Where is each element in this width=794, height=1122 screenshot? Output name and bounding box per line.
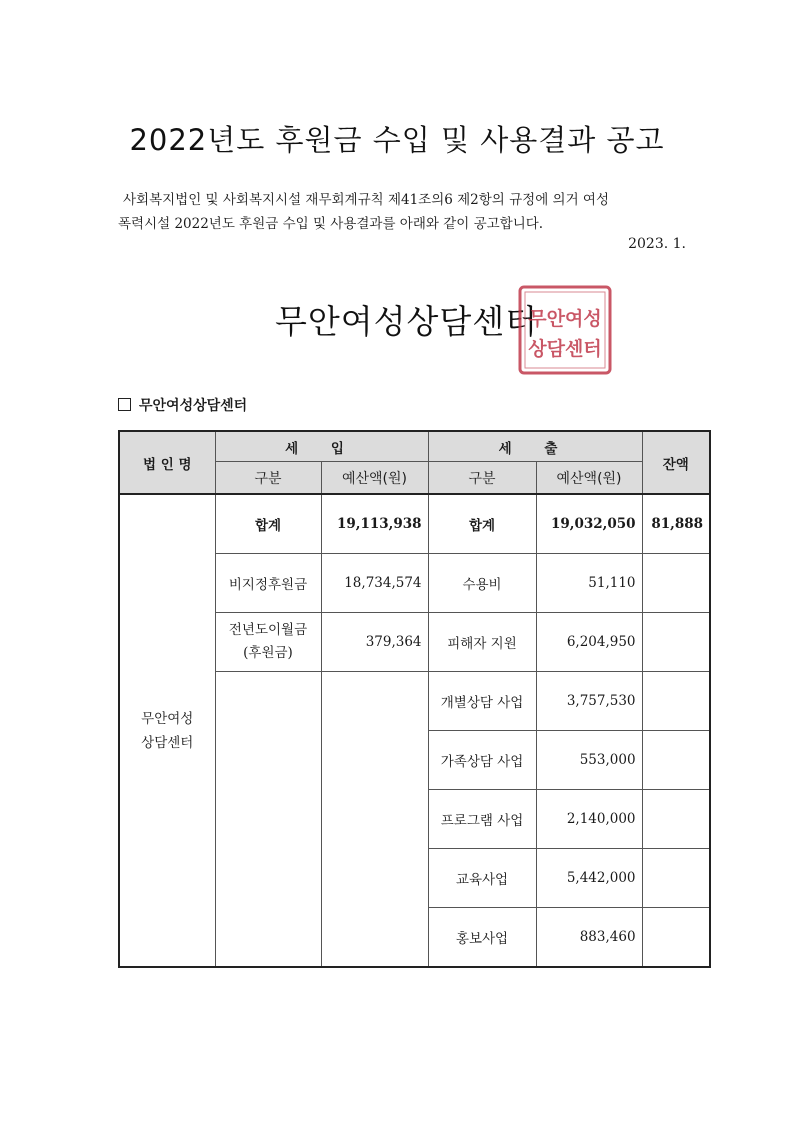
income-empty (215, 672, 321, 968)
expense-value: 5,442,000 (536, 849, 642, 908)
table-header-row-1 (119, 431, 710, 462)
organization-name: 무안여성상담센터 (275, 302, 539, 341)
expense-value: 51,110 (536, 554, 642, 613)
official-seal-stamp (514, 283, 614, 377)
expense-label: 홍보사업 (428, 908, 536, 968)
header-corp: 법 인 명 (119, 431, 215, 494)
header-income-category: 구분 (215, 462, 321, 495)
expense-value: 19,032,050 (536, 494, 642, 554)
balance-empty (642, 554, 710, 613)
header-income (215, 431, 428, 462)
balance-empty (642, 613, 710, 672)
header-income-text: 세 입 (285, 440, 358, 457)
expense-value: 3,757,530 (536, 672, 642, 731)
expense-label: 피해자 지원 (428, 613, 536, 672)
income-label (215, 613, 321, 672)
expense-label: 개별상담 사업 (428, 672, 536, 731)
balance-empty (642, 908, 710, 968)
section-label (118, 395, 247, 415)
income-value: 379,364 (321, 613, 428, 672)
expense-label: 수용비 (428, 554, 536, 613)
expense-value: 6,204,950 (536, 613, 642, 672)
section-label-text: 무안여성상담센터 (139, 398, 248, 414)
svg-text:상담센터: 상담센터 (528, 338, 602, 360)
header-balance: 잔액 (642, 431, 710, 494)
org-cell-line-2: 상담센터 (141, 734, 194, 751)
header-income-amount: 예산액(원) (321, 462, 428, 495)
income-label: 비지정후원금 (215, 554, 321, 613)
table-row (119, 494, 710, 554)
header-expense (428, 431, 642, 462)
balance-empty (642, 672, 710, 731)
expense-label: 합계 (428, 494, 536, 554)
income-label-line-1: 전년도이월금 (228, 622, 308, 638)
income-empty (321, 672, 428, 968)
income-value: 18,734,574 (321, 554, 428, 613)
org-cell-line-1: 무안여성 (141, 710, 194, 727)
balance-empty (642, 849, 710, 908)
intro-paragraph (118, 188, 688, 236)
header-expense-amount: 예산액(원) (536, 462, 642, 495)
svg-text:무안여성: 무안여성 (528, 308, 602, 330)
expense-value: 2,140,000 (536, 790, 642, 849)
expense-label: 교육사업 (428, 849, 536, 908)
header-expense-category: 구분 (428, 462, 536, 495)
balance-value: 81,888 (642, 494, 710, 554)
announcement-date: 2023. 1. (628, 236, 686, 252)
expense-value: 883,460 (536, 908, 642, 968)
income-value: 19,113,938 (321, 494, 428, 554)
expense-label: 프로그램 사업 (428, 790, 536, 849)
header-expense-text: 세 출 (498, 440, 572, 457)
checkbox-square-icon (118, 398, 131, 411)
donation-ledger-table (118, 430, 711, 968)
intro-line-2: 폭력시설 2022년도 후원금 수입 및 사용결과를 아래와 같이 공고합니다. (118, 216, 544, 232)
expense-label: 가족상담 사업 (428, 731, 536, 790)
balance-empty (642, 731, 710, 790)
income-label-line-2: (후원금) (243, 645, 293, 661)
expense-value: 553,000 (536, 731, 642, 790)
income-label: 합계 (215, 494, 321, 554)
intro-line-1: 사회복지법인 및 사회복지시설 재무회계규칙 제41조의6 제2항의 규정에 의거 여성 (123, 192, 609, 208)
balance-empty (642, 790, 710, 849)
org-cell (119, 494, 215, 967)
page-title: 2022년도 후원금 수입 및 사용결과 공고 (129, 123, 665, 157)
